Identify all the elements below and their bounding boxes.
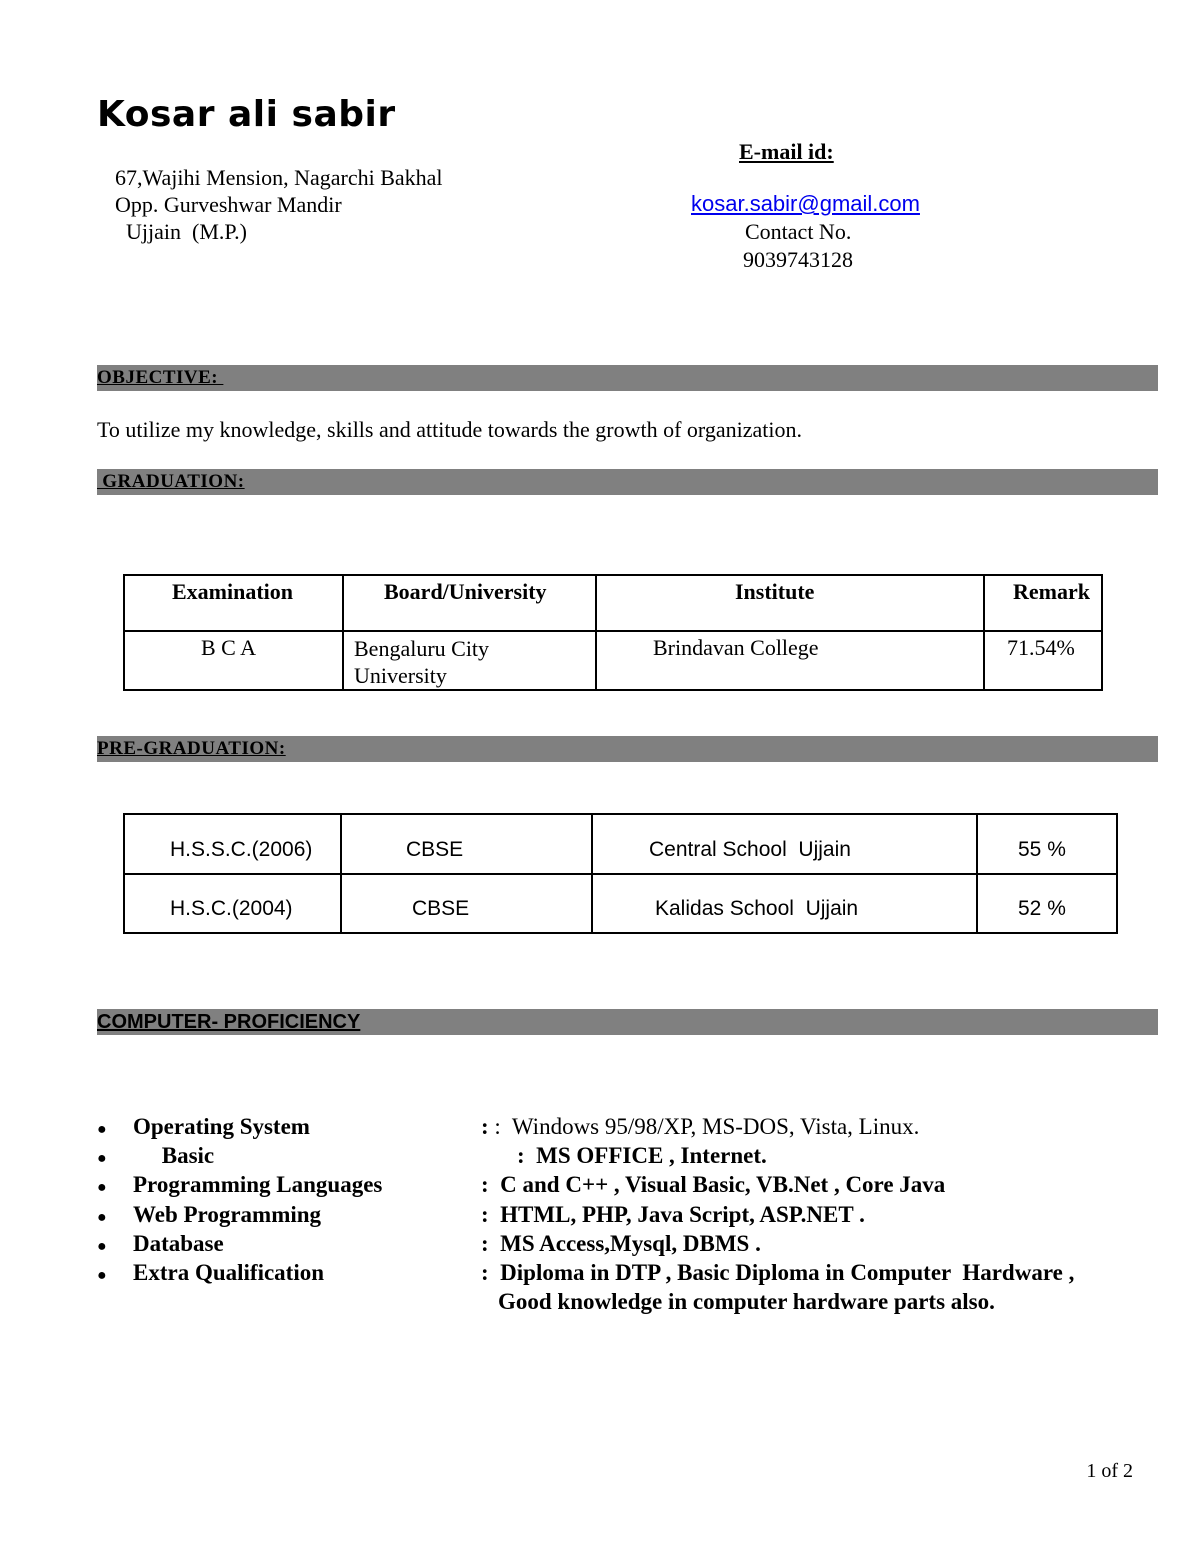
skill-value: : Diploma in DTP , Basic Diploma in Computer Hardware , (481, 1260, 1075, 1285)
objective-text: To utilize my knowledge, skills and attitude towards the growth of organization. (97, 417, 802, 442)
skill-value: : MS OFFICE , Internet. (517, 1143, 767, 1168)
table-header-cell (124, 575, 343, 631)
address-line-1: 67,Wajihi Mension, Nagarchi Bakhal (115, 165, 443, 190)
computer-proficiency-heading: COMPUTER- PROFICIENCY (97, 1011, 361, 1033)
skill-value: : HTML, PHP, Java Script, ASP.NET . (481, 1202, 865, 1227)
column-board: Board/University (384, 579, 547, 604)
pre-graduation-table (123, 813, 1118, 934)
table-cell (124, 874, 341, 933)
table-cell (984, 631, 1102, 690)
table-cell (341, 874, 592, 933)
remark-value: 71.54% (1007, 635, 1075, 660)
contact-number: 9039743128 (743, 247, 853, 272)
table-cell (592, 874, 977, 933)
skill-label: Database (133, 1231, 224, 1256)
exam-value: H.S.C.(2004) (170, 896, 293, 920)
board-value-line-2: University (354, 663, 447, 688)
skill-value-line-2: Good knowledge in computer hardware parts also. (498, 1289, 995, 1314)
bullet-icon: ● (97, 1209, 107, 1226)
table-header-cell (343, 575, 596, 631)
email-link[interactable]: kosar.sabir@gmail.com (691, 191, 920, 216)
pre-graduation-heading: PRE-GRADUATION: (97, 738, 286, 759)
skill-label: Programming Languages (133, 1172, 383, 1197)
objective-heading: OBJECTIVE: (97, 367, 224, 388)
institute-value: Kalidas School Ujjain (655, 896, 859, 920)
table-cell (124, 631, 343, 690)
column-remark: Remark (1013, 579, 1090, 604)
contact-label: Contact No. (745, 219, 852, 244)
bullet-icon: ● (97, 1267, 107, 1284)
address-line-3: Ujjain (M.P.) (126, 219, 247, 244)
table-cell (596, 631, 984, 690)
table-cell (341, 814, 592, 874)
skill-label: Extra Qualification (133, 1260, 325, 1285)
candidate-name: Kosar ali sabir (97, 94, 396, 135)
exam-value: B C A (201, 635, 257, 660)
page-number: 1 of 2 (1086, 1460, 1133, 1482)
table-cell (124, 814, 341, 874)
table-header-cell (596, 575, 984, 631)
board-value: CBSE (406, 838, 464, 861)
institute-value: Central School Ujjain (649, 838, 851, 861)
objective-heading-bar (97, 365, 1158, 391)
email-label: E-mail id: (739, 139, 834, 164)
column-examination: Examination (172, 579, 294, 604)
board-value-line-1: Bengaluru City (354, 636, 490, 661)
institute-value: Brindavan College (653, 635, 819, 660)
skill-value: : MS Access,Mysql, DBMS . (481, 1231, 761, 1256)
remark-value: 52 % (1018, 896, 1066, 920)
skill-label: Operating System (133, 1114, 310, 1139)
table-cell (592, 814, 977, 874)
table-cell (977, 814, 1117, 874)
bullet-icon: ● (97, 1150, 107, 1167)
table-cell (343, 631, 596, 690)
board-value: CBSE (412, 896, 470, 920)
table-row (124, 814, 1117, 874)
table-row (124, 631, 1102, 690)
skill-value: : : Windows 95/98/XP, MS-DOS, Vista, Linux. (481, 1114, 920, 1139)
skill-value: : C and C++ , Visual Basic, VB.Net , Core Java (481, 1172, 946, 1197)
address-line-2: Opp. Gurveshwar Mandir (115, 192, 342, 217)
graduation-heading: GRADUATION: (97, 471, 245, 492)
skill-label: Web Programming (133, 1202, 322, 1227)
bullet-icon: ● (97, 1179, 107, 1196)
graduation-heading-bar (97, 469, 1158, 495)
table-row (124, 874, 1117, 933)
table-header-row (124, 575, 1102, 631)
table-header-cell (984, 575, 1102, 631)
exam-value: H.S.S.C.(2006) (170, 838, 313, 861)
graduation-table (123, 574, 1103, 691)
table-cell (977, 874, 1117, 933)
column-institute: Institute (735, 579, 815, 604)
bullet-icon: ● (97, 1121, 107, 1138)
bullet-icon: ● (97, 1238, 107, 1255)
skill-label: Basic (133, 1143, 215, 1168)
remark-value: 55 % (1018, 838, 1066, 861)
